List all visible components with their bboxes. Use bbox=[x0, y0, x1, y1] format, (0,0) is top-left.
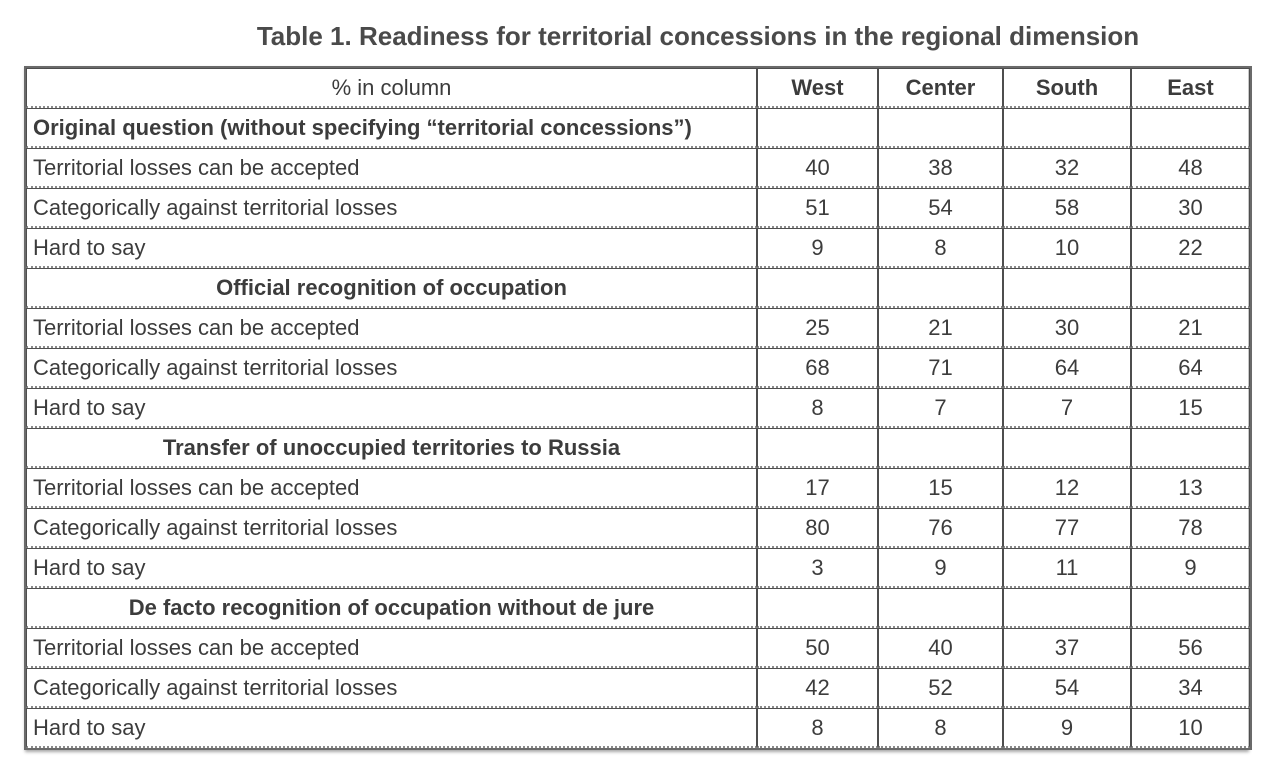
row-label: Hard to say bbox=[26, 228, 757, 268]
row-label: Categorically against territorial losses bbox=[26, 668, 757, 708]
section-heading-row bbox=[26, 588, 1250, 628]
empty-cell bbox=[1003, 428, 1131, 468]
cell-west: 8 bbox=[757, 388, 878, 428]
table-row bbox=[26, 628, 1250, 668]
table-row bbox=[26, 468, 1250, 508]
cell-center: 40 bbox=[878, 628, 1003, 668]
table-row bbox=[26, 228, 1250, 268]
table-row bbox=[26, 668, 1250, 708]
cell-east: 22 bbox=[1131, 228, 1250, 268]
column-header-center: Center bbox=[878, 68, 1003, 108]
cell-center: 9 bbox=[878, 548, 1003, 588]
row-label: Territorial losses can be accepted bbox=[26, 468, 757, 508]
cell-south: 30 bbox=[1003, 308, 1131, 348]
row-label: Territorial losses can be accepted bbox=[26, 148, 757, 188]
cell-west: 68 bbox=[757, 348, 878, 388]
section-heading-row bbox=[26, 428, 1250, 468]
cell-west: 80 bbox=[757, 508, 878, 548]
data-table bbox=[24, 66, 1252, 750]
empty-cell bbox=[757, 268, 878, 308]
section-heading: Official recognition of occupation bbox=[26, 268, 757, 308]
section-heading: Transfer of unoccupied territories to Russia bbox=[26, 428, 757, 468]
row-label: Hard to say bbox=[26, 388, 757, 428]
empty-cell bbox=[1003, 108, 1131, 148]
empty-cell bbox=[878, 268, 1003, 308]
cell-west: 17 bbox=[757, 468, 878, 508]
cell-south: 64 bbox=[1003, 348, 1131, 388]
column-header-east: East bbox=[1131, 68, 1250, 108]
empty-cell bbox=[757, 108, 878, 148]
table-row bbox=[26, 308, 1250, 348]
cell-south: 12 bbox=[1003, 468, 1131, 508]
cell-south: 11 bbox=[1003, 548, 1131, 588]
cell-center: 15 bbox=[878, 468, 1003, 508]
section-heading-row bbox=[26, 108, 1250, 148]
table-row bbox=[26, 188, 1250, 228]
row-label: Categorically against territorial losses bbox=[26, 188, 757, 228]
cell-east: 56 bbox=[1131, 628, 1250, 668]
cell-south: 37 bbox=[1003, 628, 1131, 668]
table-title: Table 1. Readiness for territorial concessions in the regional dimension bbox=[256, 21, 1140, 51]
row-label: Hard to say bbox=[26, 708, 757, 748]
cell-south: 77 bbox=[1003, 508, 1131, 548]
cell-south: 9 bbox=[1003, 708, 1131, 748]
cell-west: 40 bbox=[757, 148, 878, 188]
cell-east: 34 bbox=[1131, 668, 1250, 708]
empty-cell bbox=[1003, 588, 1131, 628]
table-row bbox=[26, 388, 1250, 428]
cell-east: 10 bbox=[1131, 708, 1250, 748]
empty-cell bbox=[1131, 108, 1250, 148]
cell-east: 21 bbox=[1131, 308, 1250, 348]
cell-south: 7 bbox=[1003, 388, 1131, 428]
cell-east: 30 bbox=[1131, 188, 1250, 228]
cell-center: 71 bbox=[878, 348, 1003, 388]
table-row bbox=[26, 148, 1250, 188]
cell-east: 78 bbox=[1131, 508, 1250, 548]
cell-west: 25 bbox=[757, 308, 878, 348]
cell-east: 13 bbox=[1131, 468, 1250, 508]
row-label: Hard to say bbox=[26, 548, 757, 588]
row-label: Categorically against territorial losses bbox=[26, 508, 757, 548]
cell-east: 64 bbox=[1131, 348, 1250, 388]
empty-cell bbox=[757, 588, 878, 628]
cell-south: 10 bbox=[1003, 228, 1131, 268]
empty-cell bbox=[878, 588, 1003, 628]
cell-west: 50 bbox=[757, 628, 878, 668]
cell-center: 76 bbox=[878, 508, 1003, 548]
cell-west: 9 bbox=[757, 228, 878, 268]
row-label: Territorial losses can be accepted bbox=[26, 308, 757, 348]
cell-center: 54 bbox=[878, 188, 1003, 228]
header-row bbox=[26, 68, 1250, 108]
cell-east: 48 bbox=[1131, 148, 1250, 188]
table-row bbox=[26, 708, 1250, 748]
cell-center: 8 bbox=[878, 708, 1003, 748]
cell-west: 42 bbox=[757, 668, 878, 708]
cell-east: 15 bbox=[1131, 388, 1250, 428]
empty-cell bbox=[1131, 588, 1250, 628]
cell-west: 3 bbox=[757, 548, 878, 588]
cell-south: 58 bbox=[1003, 188, 1131, 228]
table-row bbox=[26, 548, 1250, 588]
cell-south: 54 bbox=[1003, 668, 1131, 708]
row-label: Territorial losses can be accepted bbox=[26, 628, 757, 668]
cell-south: 32 bbox=[1003, 148, 1131, 188]
cell-center: 21 bbox=[878, 308, 1003, 348]
column-header-south: South bbox=[1003, 68, 1131, 108]
empty-cell bbox=[878, 428, 1003, 468]
cell-center: 7 bbox=[878, 388, 1003, 428]
cell-center: 8 bbox=[878, 228, 1003, 268]
empty-cell bbox=[1131, 268, 1250, 308]
empty-cell bbox=[757, 428, 878, 468]
table-row bbox=[26, 348, 1250, 388]
table-row bbox=[26, 508, 1250, 548]
column-header-west: West bbox=[757, 68, 878, 108]
empty-cell bbox=[1003, 268, 1131, 308]
header-label: % in column bbox=[26, 68, 757, 108]
section-heading: Original question (without specifying “territorial concessions”) bbox=[26, 108, 757, 148]
cell-east: 9 bbox=[1131, 548, 1250, 588]
section-heading: De facto recognition of occupation without de jure bbox=[26, 588, 757, 628]
empty-cell bbox=[878, 108, 1003, 148]
cell-center: 52 bbox=[878, 668, 1003, 708]
empty-cell bbox=[1131, 428, 1250, 468]
cell-west: 51 bbox=[757, 188, 878, 228]
cell-center: 38 bbox=[878, 148, 1003, 188]
cell-west: 8 bbox=[757, 708, 878, 748]
section-heading-row bbox=[26, 268, 1250, 308]
data-table-container bbox=[24, 66, 1248, 750]
row-label: Categorically against territorial losses bbox=[26, 348, 757, 388]
